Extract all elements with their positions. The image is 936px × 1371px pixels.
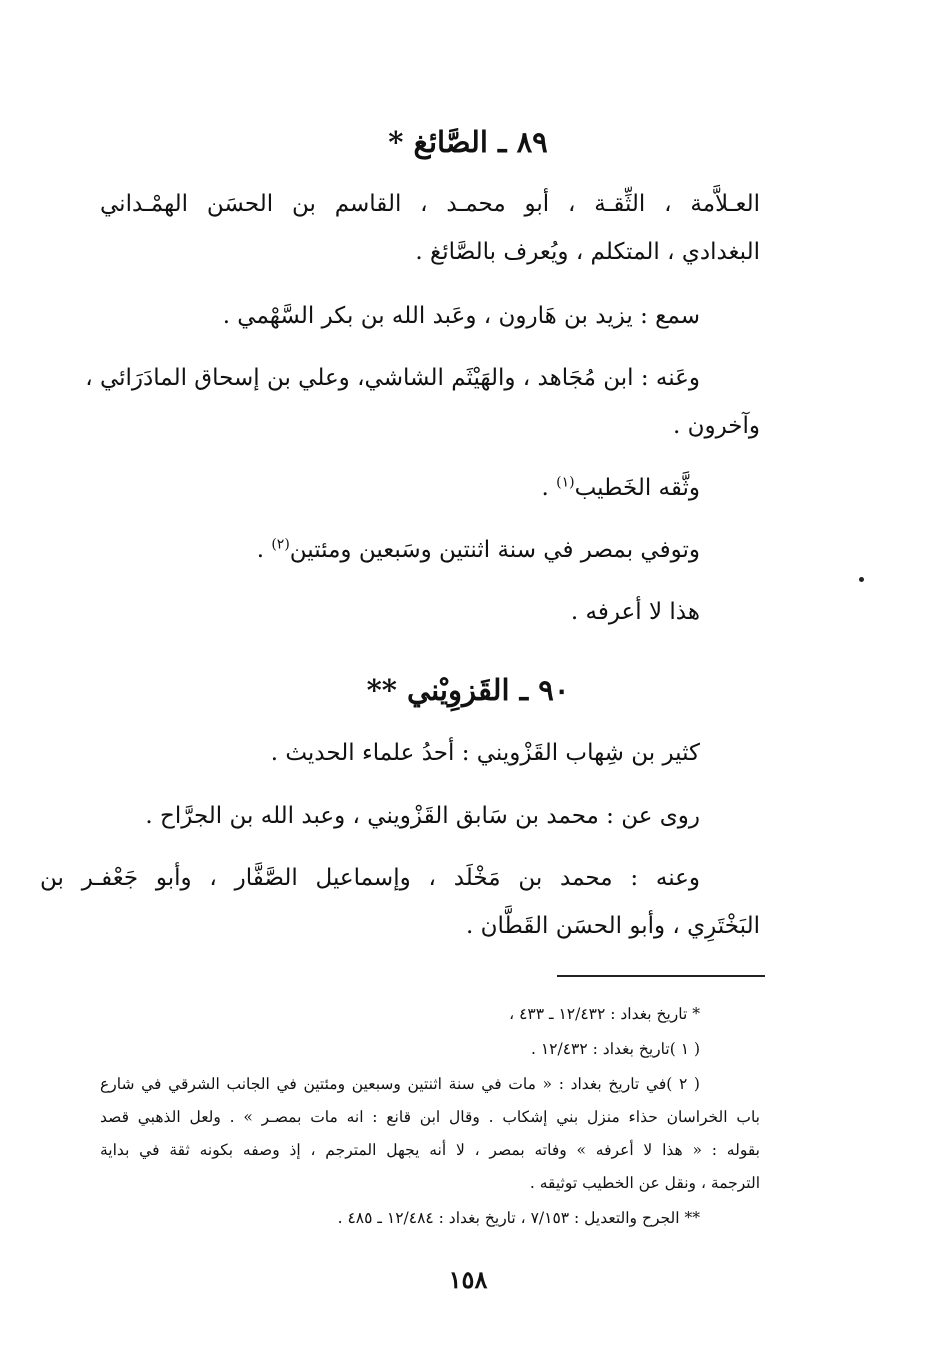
scan-speck [859,577,864,582]
footnote-star-2: ** الجرح والتعديل : ٧/١٥٣ ، تاريخ بغداد : ١٢/٤٨٤ ـ ٤٨٥ . [337,1209,700,1227]
footnote-2-line-2: باب الخراسان حذاء منزل بني إشكاب . وقال ابن قانع : انه مات بمصـر » . ولعل الذهبي قصد [100,1108,760,1126]
footnote-ref-2: (٢) [271,536,290,553]
entry-90-narrated: روى عن : محمد بن سَابق القَزْويني ، وعبد الله بن الجرَّاح . [145,803,700,829]
entry-89-from-him-line-1: وعَنه : ابن مُجَاهد ، والهَيْثَم الشاشي، وعلي بن إسحاق المادَرَائي ، [85,365,700,391]
footnote-ref-1: (١) [556,474,575,491]
entry-89-died-text: وتوفي بمصر في سنة اثنتين وسَبعين ومئتين [289,537,700,563]
entry-89-heard-from: سمع : يزيد بن هَارون ، وعَبد الله بن بكر السَّهْمي . [222,303,700,329]
footnote-2-line-3: بقوله : « هذا لا أعرفه » وفاته بمصر ، لا أنه يجهل المترجم ، إذ وصفه بكونه ثقة في بداية [100,1141,760,1159]
entry-89-trusted-end: . [541,475,557,501]
entry-89-intro-line-2: البغدادي ، المتكلم ، ويُعرف بالصَّائغ . [415,239,760,265]
footnote-star-1: * تاريخ بغداد : ١٢/٤٣٢ ـ ٤٣٣ ، [509,1005,700,1023]
entry-89-died [40,530,760,570]
entry-90-heading: ٩٠ ـ القَزوِيْني ** [366,673,570,707]
footnote-1: ( ١ )تاريخ بغداد : ١٢/٤٣٢ . [531,1040,700,1058]
entry-89-trusted-text: وثَّقه الخَطيب [574,475,700,501]
page-number: ١٥٨ [448,1265,488,1294]
entry-89-died-end: . [256,537,272,563]
entry-89-trusted [40,468,760,508]
footnote-2-line-4: الترجمة ، ونقل عن الخطيب توثيقه . [529,1174,760,1192]
entry-90-from-him-line-1: وعنه : محمد بن مَخْلَد ، وإسماعيل الصَّفَّار ، وأبو جَعْفـر بن [40,865,700,891]
entry-89-intro-line-1: العـلاَّمة ، الثِّقـة ، أبو محمـد ، القاسم بن الحسَن الهمْـداني [100,191,760,217]
entry-90-from-him-line-2: البَخْتَرِي ، وأبو الحسَن القَطَّان . [466,913,760,939]
footnote-separator [557,975,765,977]
footnote-2-line-1: ( ٢ )في تاريخ بغداد : « مات في سنة اثنتين وسبعين ومئتين في الجانب الشرقي في شارع [100,1075,700,1093]
entry-89-heading: ٨٩ ـ الصَّائغ * [388,125,548,159]
entry-89-from-him-line-2: وآخرون . [672,413,760,439]
entry-90-intro: كثير بن شِهاب القَزْويني : أحدُ علماء الحديث . [270,740,700,766]
entry-89-unknown: هذا لا أعرفه . [570,599,700,625]
